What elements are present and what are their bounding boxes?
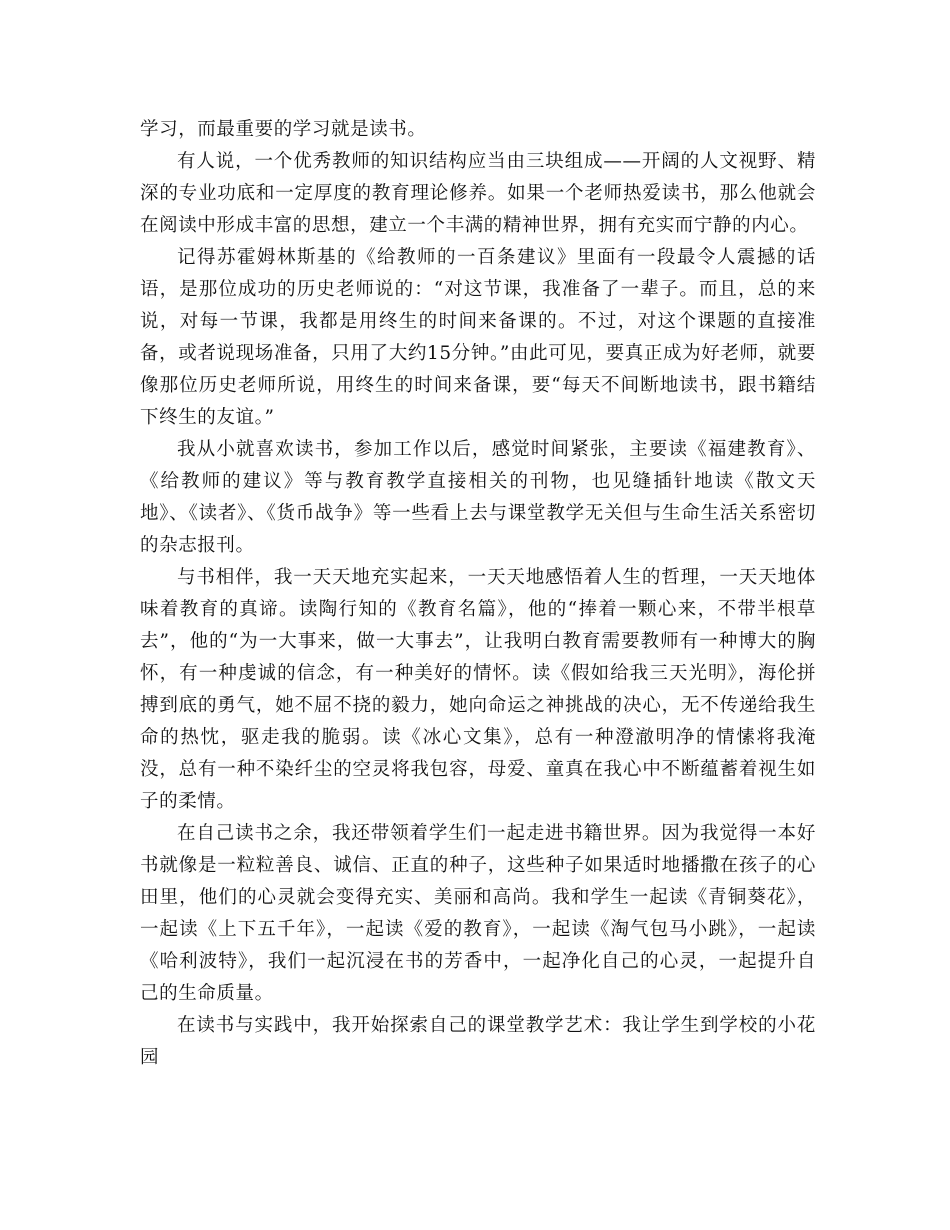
paragraph-sukhomlinsky-quote: 记得苏霍姆林斯基的《给教师的一百条建议》里面有一段最令人震撼的话语，是那位成功的历史老师说的：“对这节课，我准备了一辈子。而且，总的来说，对每一节课，我都是用终生的时间来备课的。不过，对这个课题的直接准备，或者说现场准备，只用了大约15分钟。”由此可见，要真正成为好老师，就要像那位历史老师所说，用终生的时间来备课，要“每天不间断地读书，跟书籍结下终生的友谊。” xyxy=(140,247,816,428)
paragraph-reading-with-students: 在自己读书之余，我还带领着学生们一起走进书籍世界。因为我觉得一本好书就像是一粒粒善良、诚信、正直的种子，这些种子如果适时地播撒在孩子的心田里，他们的心灵就会变得充实、美丽和高尚。我和学生一起读《青铜葵花》，一起读《上下五千年》，一起读《爱的教育》，一起读《淘气包马小跳》，一起读《哈利波特》，我们一起沉浸在书的芳香中，一起净化自己的心灵，一起提升自己的生命质量。 xyxy=(140,823,816,1004)
paragraph-continuation: 学习，而最重要的学习就是读书。 xyxy=(140,119,427,140)
paragraph-books-companion: 与书相伴，我一天天地充实起来，一天天地感悟着人生的哲理，一天天地体味着教育的真谛。读陶行知的《教育名篇》，他的“捧着一颗心来，不带半根草去”，他的“为一大事来，做一大事去”，让我明白教育需要教师有一种博大的胸怀，有一种虔诚的信念，有一种美好的情怀。读《假如给我三天光明》，海伦拼搏到底的勇气，她不屈不挠的毅力，她向命运之神挑战的决心，无不传递给我生命的热忱，驱走我的脆弱。读《冰心文集》，总有一种澄澈明净的情愫将我淹没，总有一种不染纤尘的空灵将我包容，母爱、童真在我心中不断蕴蓄着视生如子的柔情。 xyxy=(140,567,816,812)
document-page xyxy=(140,114,816,1074)
paragraph-teaching-art: 在读书与实践中，我开始探索自己的课堂教学艺术：我让学生到学校的小花园 xyxy=(140,1015,816,1068)
paragraph-reading-habit: 我从小就喜欢读书，参加工作以后，感觉时间紧张，主要读《福建教育》、《给教师的建议》等与教育教学直接相关的刊物，也见缝插针地读《散文天地》、《读者》、《货币战争》等一些看上去与课堂教学无关但与生命生活关系密切的杂志报刊。 xyxy=(140,439,816,556)
paragraph-teacher-knowledge: 有人说，一个优秀教师的知识结构应当由三块组成——开阔的人文视野、精深的专业功底和一定厚度的教育理论修养。如果一个老师热爱读书，那么他就会在阅读中形成丰富的思想，建立一个丰满的精神世界，拥有充实而宁静的内心。 xyxy=(140,151,816,236)
